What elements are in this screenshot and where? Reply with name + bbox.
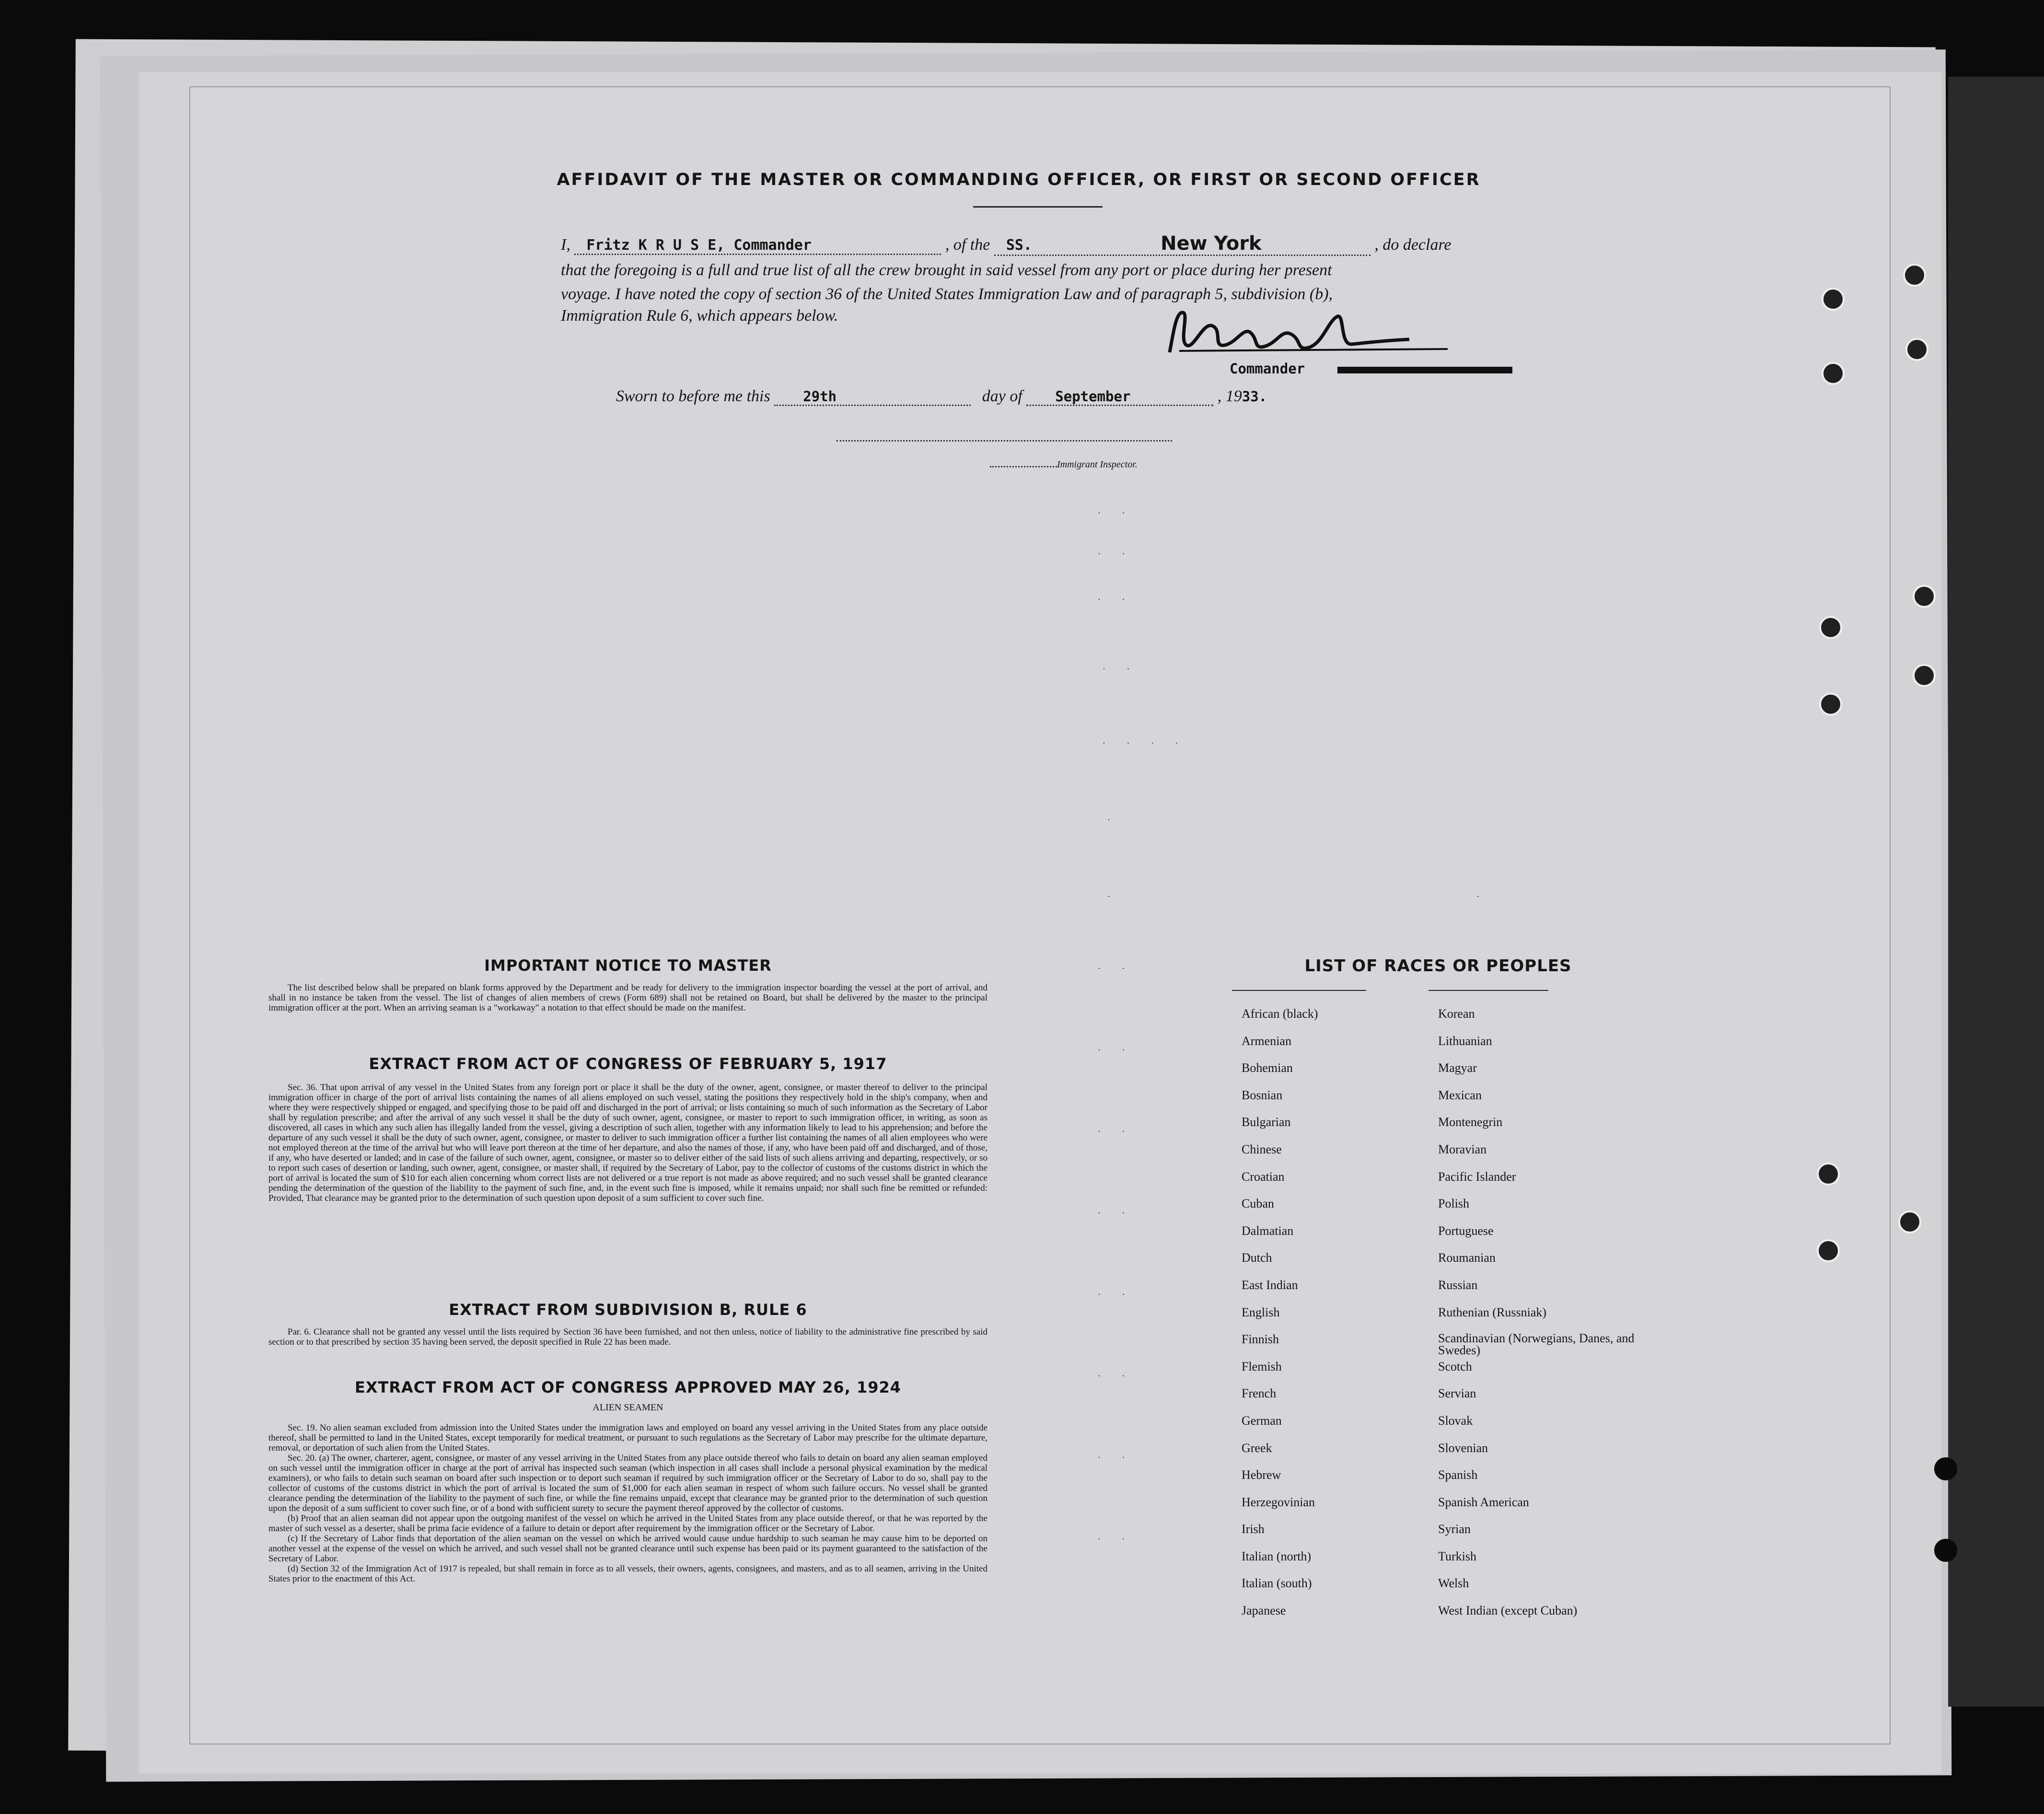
bleed-through-marks: · · bbox=[1098, 508, 1135, 518]
race-item: Slovak bbox=[1438, 1413, 1473, 1428]
sec-19: Sec. 19. No alien seaman excluded from admission into the United States under the immigration laws and employed on board any vessel arriving in the United States from any place outside thereof, shall be permitted to land in the United States, except temporarily for medical treatment, or pursuant to such regulations as the Secretary of Labor may prescribe for the ultimate departure, removal, or deportation of such alien from the United States. bbox=[268, 1423, 987, 1453]
sworn-line bbox=[616, 387, 1287, 406]
race-item: Italian (north) bbox=[1242, 1549, 1312, 1563]
punch-hole bbox=[1822, 288, 1845, 311]
rule-6-title: EXTRACT FROM SUBDIVISION B, RULE 6 bbox=[449, 1301, 807, 1319]
bleed-through-marks: · · bbox=[1098, 594, 1135, 604]
races-title: LIST OF RACES OR PEOPLES bbox=[1304, 956, 1572, 976]
inspector-signature-line bbox=[836, 440, 1172, 442]
bleed-through-marks: · · bbox=[1098, 1127, 1135, 1136]
bleed-through-marks: · · bbox=[1098, 1534, 1135, 1544]
punch-hole bbox=[1822, 362, 1845, 385]
race-item: Armenian bbox=[1242, 1034, 1291, 1048]
race-item: Magyar bbox=[1438, 1061, 1477, 1075]
sworn-month-field: September bbox=[1026, 388, 1213, 406]
bleed-through-marks: · bbox=[1476, 892, 1489, 901]
extract-1924-body bbox=[268, 1423, 987, 1584]
race-item: Pacific Islander bbox=[1438, 1169, 1516, 1184]
inspector-label bbox=[990, 459, 1138, 470]
of-the-label: , of the bbox=[945, 236, 990, 254]
punch-hole bbox=[1913, 585, 1936, 608]
extract-1917-body: Sec. 36. That upon arrival of any vessel in the United States from any foreign port or place it shall be the duty of the owner, agent, consignee, or master thereof to deliver to the principal immigration officer in charge of the port of arrival lists containing the names of all aliens employed on such vessel, stating the positions they respectively hold in the ship's company, when and where they were respectively shipped or engaged, and specifying those to be paid off and discharged in the port of arrival; or lists containing so much of such information as the Secretary of Labor shall by regulation prescribe; and after the arrival of any such vessel it shall be the duty of such owner, agent, consignee, or master to report to such immigration officer, in writing, as soon as discovered, all cases in which any such alien has illegally landed from the vessel, giving a description of such alien, together with any information likely to lead to his apprehension; and before the departure of any such vessel it shall be the duty of such owner, agent, consignee, or master to deliver to such immigration officer a further list containing the names of all alien employees who were not employed thereon at the time of the arrival but who will leave port thereon at the time of her departure, and also the names of those, if any, who have been paid off and discharged, and of those, if any, who have deserted or landed; and in case of the failure of such owner, agent, consignee, or master so to deliver either of the said lists of such aliens arriving and departing, respectively, or so to report such cases of desertion or landing, such owner, agent, consignee, or master shall, if required by the Secretary of Labor, pay to the collector of customs of the customs district in which the port of arrival is located the sum of $10 for each alien concerning whom correct lists are not delivered or a true report is not made as above required; and no such vessel shall be granted clearance pending the determination of the question of the liability to the payment of such fine, and, in the event such fine is imposed, while it remains unpaid; nor shall such fine be remitted or refunded: Provided, That clearance may be granted prior to the determination of such question upon deposit of a sum sufficient to cover such fine. bbox=[268, 1082, 987, 1203]
race-item: Flemish bbox=[1242, 1359, 1282, 1373]
vessel-prefix: SS. bbox=[1006, 237, 1032, 254]
race-item: Syrian bbox=[1438, 1522, 1471, 1536]
race-item: Spanish American bbox=[1438, 1495, 1529, 1509]
race-item: Moravian bbox=[1438, 1142, 1487, 1156]
year-prefix: , 19 bbox=[1217, 387, 1242, 405]
extract-1917-title: EXTRACT FROM ACT OF CONGRESS OF FEBRUARY 5, 1917 bbox=[369, 1055, 887, 1073]
punch-hole bbox=[1817, 1163, 1840, 1186]
punch-hole bbox=[1934, 1457, 1957, 1480]
race-item: Dalmatian bbox=[1242, 1223, 1294, 1238]
race-item: French bbox=[1242, 1386, 1277, 1401]
bleed-through-marks: · · bbox=[1098, 1208, 1135, 1218]
race-item: Dutch bbox=[1242, 1251, 1272, 1265]
race-item: Greek bbox=[1242, 1441, 1272, 1455]
bleed-through-marks: · · bbox=[1098, 964, 1135, 973]
sec-20d: (d) Section 32 of the Immigration Act of 1917 is repealed, but shall remain in force as to all vessels, their owners, agents, consignees, and masters, and as to all seamen, arriving in the United States prior to the enactment of this Act. bbox=[268, 1564, 987, 1584]
do-declare-label: , do declare bbox=[1374, 236, 1452, 254]
race-item: Servian bbox=[1438, 1386, 1476, 1401]
punch-hole bbox=[1819, 693, 1842, 716]
punch-hole bbox=[1903, 264, 1926, 287]
bleed-through-marks: · bbox=[1107, 892, 1120, 901]
race-item: Hebrew bbox=[1242, 1468, 1281, 1482]
race-item: Croatian bbox=[1242, 1169, 1285, 1184]
bleed-through-marks: · · bbox=[1098, 549, 1135, 558]
i-label: I, bbox=[561, 236, 570, 254]
affidavit-line-4: Immigration Rule 6, which appears below. bbox=[561, 307, 838, 325]
punch-hole bbox=[1934, 1539, 1957, 1562]
race-item: Ruthenian (Russniak) bbox=[1438, 1305, 1547, 1319]
race-item: Korean bbox=[1438, 1007, 1475, 1021]
vessel-name: New York bbox=[1161, 233, 1262, 255]
notice-title: IMPORTANT NOTICE TO MASTER bbox=[484, 956, 772, 975]
races-divider bbox=[1232, 990, 1366, 991]
race-item: Turkish bbox=[1438, 1549, 1476, 1563]
struck-out-title bbox=[1337, 367, 1512, 373]
sec-20c: (c) If the Secretary of Labor finds that deportation of the alien seaman on the vessel on which he arrived would cause undue hardship to such seaman he may cause him to be deported on another vessel at the expense of the vessel on which he arrived, and such vessel shall not be granted clearance until such expense has been paid or its payment guaranteed to the satisfaction of the Secretary of Labor. bbox=[268, 1534, 987, 1564]
race-item: Japanese bbox=[1242, 1604, 1286, 1618]
bleed-through-marks: · · bbox=[1098, 1453, 1135, 1462]
signature-title: Commander bbox=[1230, 360, 1305, 377]
bleed-through-marks: · · bbox=[1103, 664, 1139, 674]
race-item: Mexican bbox=[1438, 1088, 1482, 1102]
year-suffix: 33. bbox=[1242, 388, 1267, 405]
rule-6-body: Par. 6. Clearance shall not be granted any vessel until the lists required by Section 36 have been furnished, and not then unless, notice of liability to the administrative fine prescribed by said section or to that prescribed by section 35 having been served, the deposit specified in Rule 22 has been made. bbox=[268, 1327, 987, 1347]
races-left-column bbox=[1242, 1007, 1443, 1631]
race-item: Irish bbox=[1242, 1522, 1265, 1536]
punch-hole bbox=[1905, 338, 1928, 361]
race-item: African (black) bbox=[1242, 1007, 1318, 1021]
bleed-through-marks: · · bbox=[1098, 1371, 1135, 1381]
races-divider bbox=[1428, 990, 1548, 991]
race-item: Polish bbox=[1438, 1197, 1470, 1211]
extract-1924-subtitle: ALIEN SEAMEN bbox=[592, 1402, 663, 1413]
race-item: East Indian bbox=[1242, 1278, 1298, 1292]
races-right-column bbox=[1438, 1007, 1639, 1631]
bleed-through-marks: · · bbox=[1098, 1290, 1135, 1299]
race-item: Scotch bbox=[1438, 1359, 1472, 1373]
race-item: Portuguese bbox=[1438, 1223, 1494, 1238]
affidavit-title: AFFIDAVIT OF THE MASTER OR COMMANDING OFFICER, OR FIRST OR SECOND OFFICER bbox=[557, 170, 1481, 189]
notice-body: The list described below shall be prepared on blank forms approved by the Department and be ready for delivery to the immigration inspector boarding the vessel at the port of arrival, and shall in no instance be taken from the vessel. The list of changes of alien members of crews (Form 689) shall not be retained on Board, but shall be delivered by the master to the principal immigration officer at the port. When an arriving seaman is a "workaway" a notation to that effect should be made on the manifest. bbox=[268, 983, 987, 1013]
race-item: Finnish bbox=[1242, 1332, 1279, 1347]
race-item: Montenegrin bbox=[1438, 1115, 1503, 1129]
race-item: Cuban bbox=[1242, 1197, 1274, 1211]
affidavit-line-3: voyage. I have noted the copy of section 36 of the United States Immigration Law and of paragraph 5, subdivision (b), bbox=[561, 285, 1333, 303]
punch-hole bbox=[1913, 664, 1936, 687]
signature-mark bbox=[1160, 307, 1505, 364]
bleed-through-marks: · · bbox=[1098, 1045, 1135, 1055]
race-item: West Indian (except Cuban) bbox=[1438, 1604, 1578, 1618]
punch-hole bbox=[1817, 1239, 1840, 1262]
race-item: English bbox=[1242, 1305, 1280, 1319]
race-item: Spanish bbox=[1438, 1468, 1478, 1482]
race-item: Slovenian bbox=[1438, 1441, 1488, 1455]
day-of-label: day of bbox=[982, 387, 1022, 405]
punch-hole bbox=[1898, 1210, 1921, 1233]
affidavit-line-1 bbox=[561, 233, 1520, 256]
race-item: Welsh bbox=[1438, 1576, 1469, 1591]
race-item: Bosnian bbox=[1242, 1088, 1283, 1102]
inspector-label-text: Immigrant Inspector. bbox=[1057, 459, 1138, 470]
race-item: Italian (south) bbox=[1242, 1576, 1312, 1591]
sec-20a: Sec. 20. (a) The owner, charterer, agent, consignee, or master of any vessel arriving in the United States from any place outside thereof who fails to detain on board any alien seaman employed on such vessel until the immigration officer in charge at the port of arrival has inspected such seaman (which inspection in all cases shall include a personal physical examination by the medical examiners), or who fails to detain such seaman on board after such inspection or to deport such seaman if required by such immigration officer or the Secretary of Labor to do so, shall pay to the collector of customs of the customs district in which the port of arrival is located the sum of $1,000 for each alien seaman in respect of whom such failure occurs. No vessel shall be granted clearance pending the determination of the liability to the payment of such fine, or while the fine remains unpaid, except that clearance may be granted prior to the determination of such question upon the deposit of a sum sufficient to cover such fine, or of a bond with sufficient surety to secure the payment thereof approved by the collector of customs. bbox=[268, 1453, 987, 1513]
bleed-through-marks: · · · · bbox=[1103, 738, 1188, 748]
vessel-field bbox=[994, 233, 1370, 256]
race-item: Herzegovinian bbox=[1242, 1495, 1315, 1509]
affidavit-line-2: that the foregoing is a full and true list of all the crew brought in said vessel from any port or place during her present bbox=[561, 261, 1332, 279]
title-divider bbox=[973, 206, 1103, 208]
extract-1924-title: EXTRACT FROM ACT OF CONGRESS APPROVED MAY 26, 1924 bbox=[354, 1378, 902, 1396]
sworn-day-field: 29th bbox=[774, 388, 971, 406]
race-item: Chinese bbox=[1242, 1142, 1282, 1156]
race-item: Bohemian bbox=[1242, 1061, 1293, 1075]
punch-hole bbox=[1819, 616, 1842, 639]
race-item: German bbox=[1242, 1413, 1282, 1428]
race-item: Roumanian bbox=[1438, 1251, 1496, 1265]
race-item: Lithuanian bbox=[1438, 1034, 1492, 1048]
binder-edge bbox=[1948, 77, 2044, 1707]
race-item: Bulgarian bbox=[1242, 1115, 1291, 1129]
race-item: Russian bbox=[1438, 1278, 1478, 1292]
sec-20b: (b) Proof that an alien seaman did not appear upon the outgoing manifest of the vessel on which he arrived in the United States from any place outside thereof, or that he was reported by the master of such vessel as a deserter, shall be prima facie evidence of a failure to detain or deport after requirement by the immigration officer or the Secretary of Labor. bbox=[268, 1513, 987, 1534]
race-item: Scandinavian (Norwegians, Danes, and Swedes) bbox=[1438, 1331, 1635, 1358]
master-name-field: Fritz K R U S E, Commander bbox=[574, 237, 941, 255]
sworn-label: Sworn to before me this bbox=[616, 387, 770, 405]
bleed-through-marks: · bbox=[1107, 815, 1120, 825]
